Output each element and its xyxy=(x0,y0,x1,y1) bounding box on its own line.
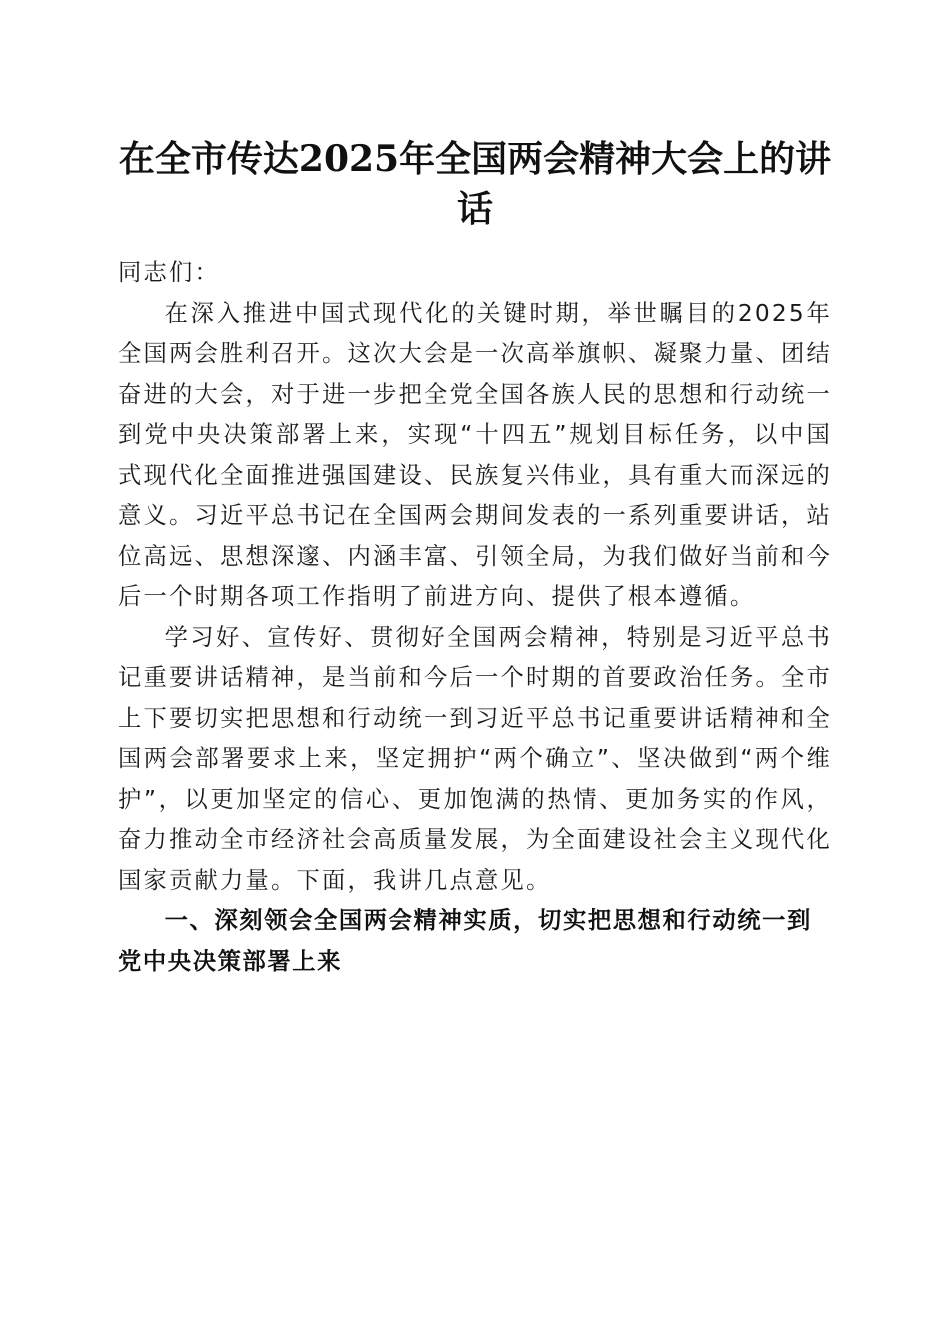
document-title: 在全市传达2025年全国两会精神大会上的讲话 xyxy=(118,138,832,230)
section-heading-1: 一、深刻领会全国两会精神实质，切实把思想和行动统一到党中央决策部署上来 xyxy=(118,907,812,975)
paragraph-2: 学习好、宣传好、贯彻好全国两会精神，特别是习近平总书记重要讲话精神，是当前和今后一个时期的首要政治任务。全市上下要切实把思想和行动统一到习近平总书记重要讲话精神和全国两会部署要求上来，坚定拥护“两个确立”、坚决做到“两个维护”，以更加坚定的信心、更加饱满的热情、更加务实的作风，奋力推动全市经济社会高质量发展，为全面建设社会主义现代化国家贡献力量。下面，我讲几点意见。 xyxy=(118,623,832,894)
salutation: 同志们： xyxy=(118,259,220,286)
paragraph-1: 在深入推进中国式现代化的关键时期，举世瞩目的2025年全国两会胜利召开。这次大会是一次高举旗帜、凝聚力量、团结奋进的大会，对于进一步把全党全国各族人民的思想和行动统一到党中央决策部署上来，实现“十四五”规划目标任务，以中国式现代化全面推进强国建设、民族复兴伟业，具有重大而深远的意义。习近平总书记在全国两会期间发表的一系列重要讲话，站位高远、思想深邃、内涵丰富、引领全局，为我们做好当前和今后一个时期各项工作指明了前进方向、提供了根本遵循。 xyxy=(118,299,832,610)
document-body xyxy=(118,253,832,982)
